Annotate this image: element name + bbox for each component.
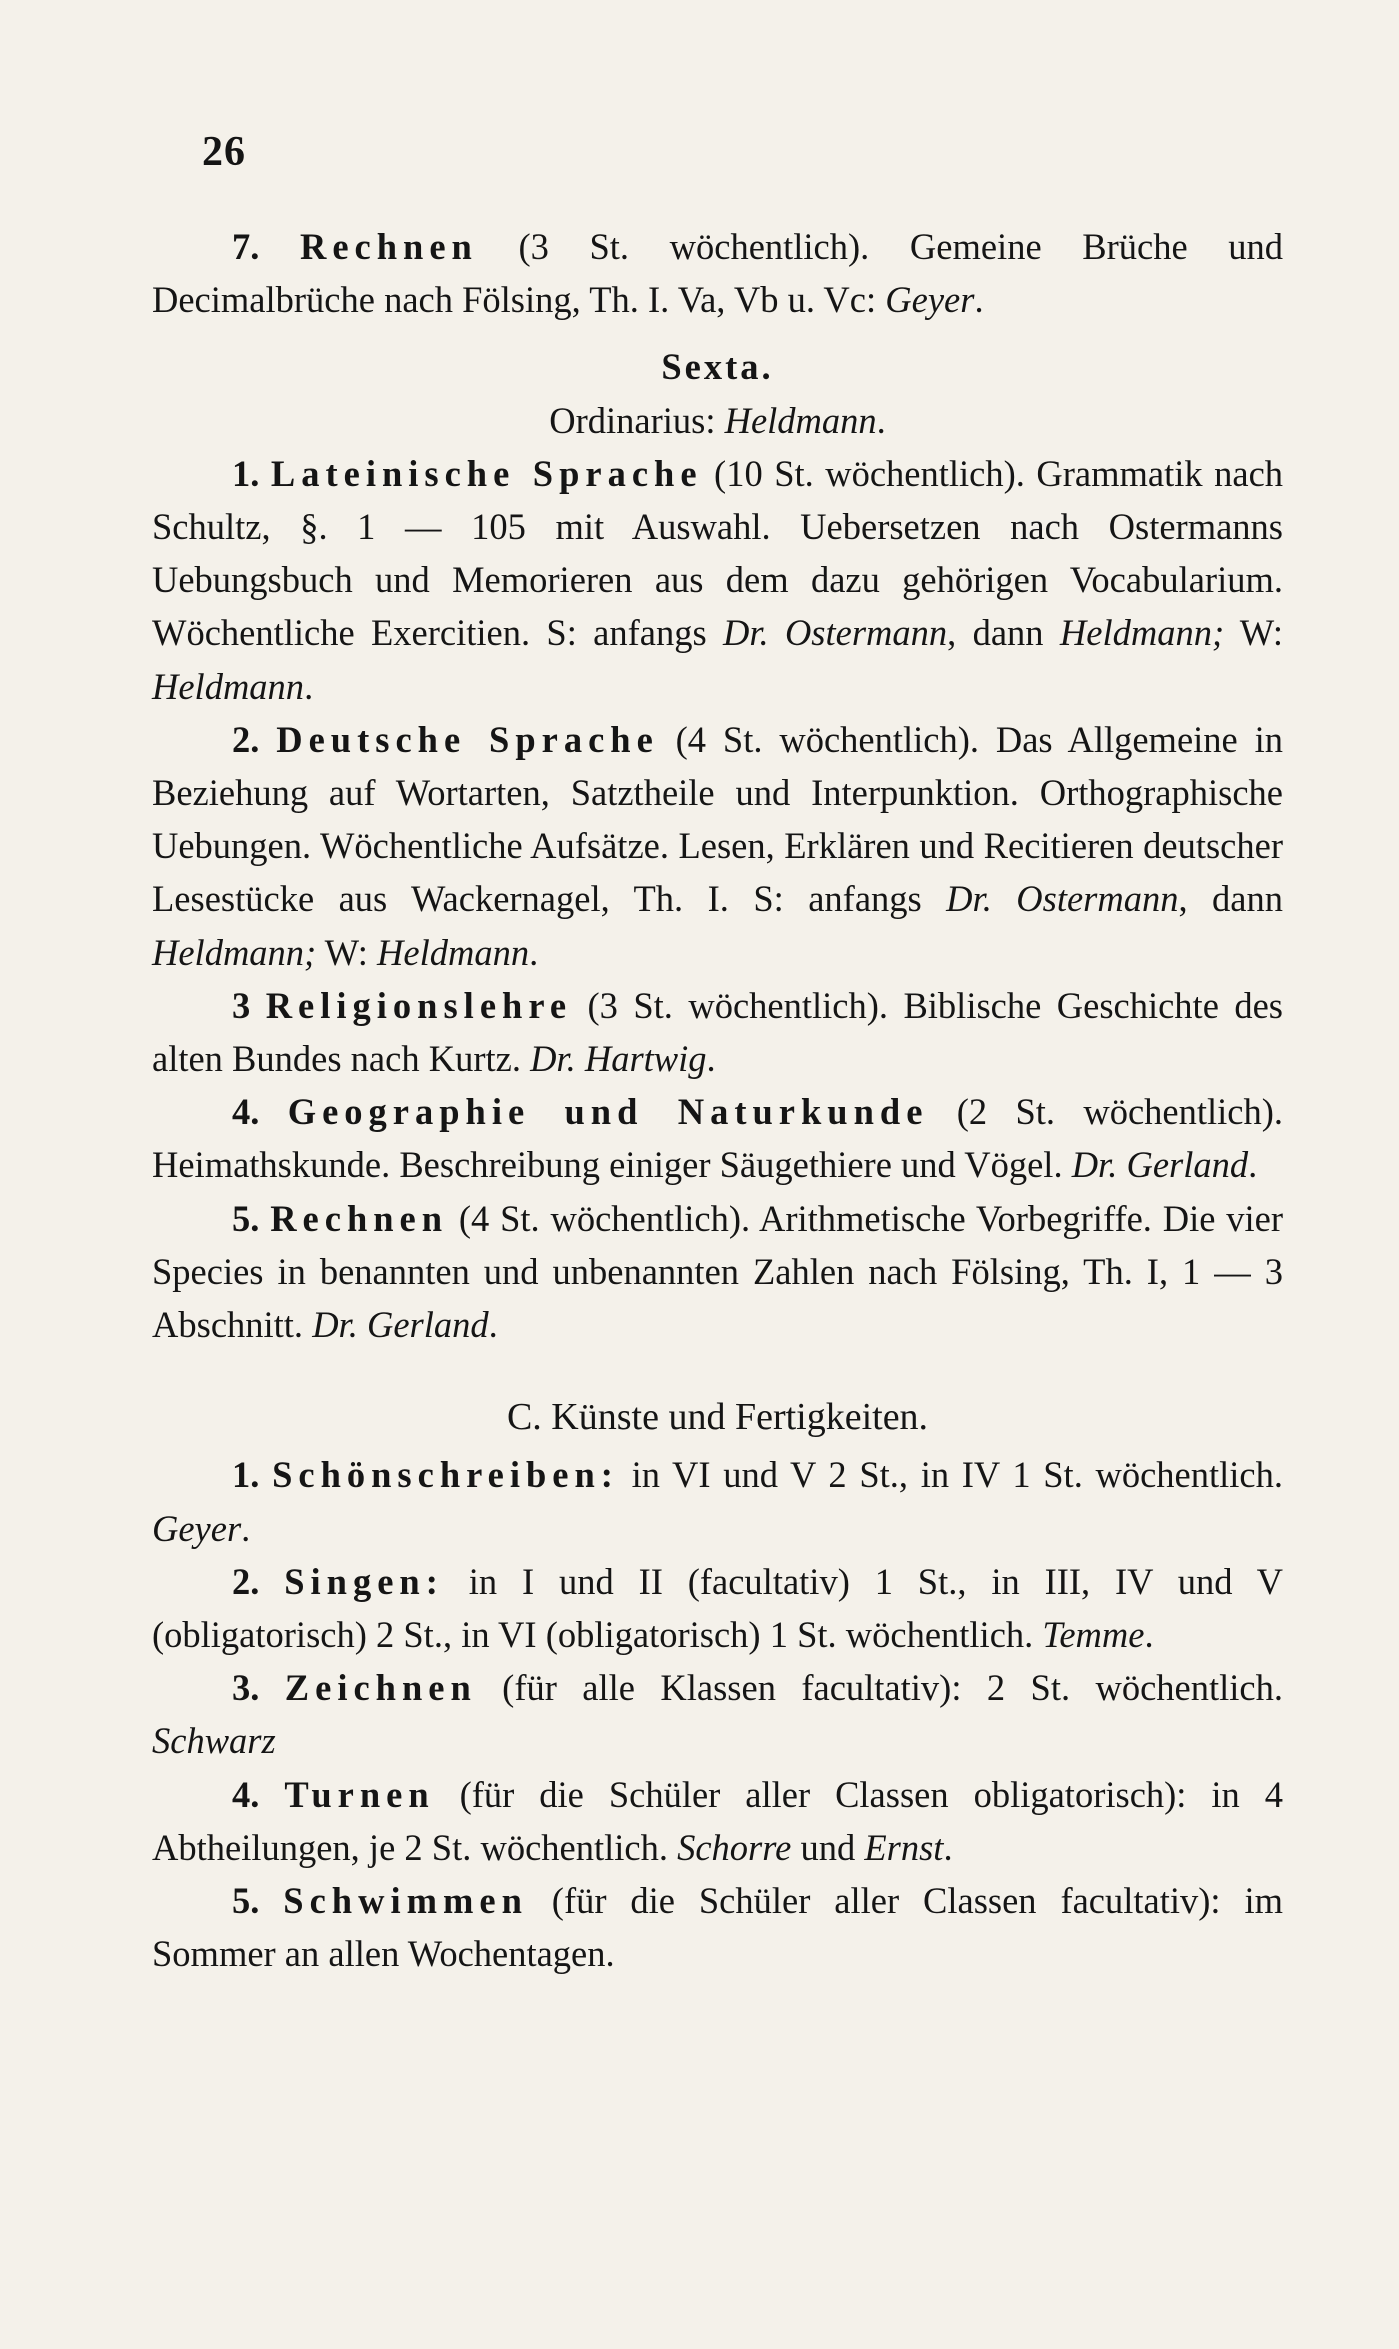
text-run: in VI und V 2 St., in IV 1 St. wöchentlich.	[618, 1454, 1284, 1496]
text-run: .	[529, 931, 539, 973]
text-run: (3 St. wöchentlich). Gemeine Brüche und Decimalbrüche nach Fölsing, Th. I. Va, Vb u. Vc:	[152, 226, 1283, 321]
text-run: 5.	[232, 1197, 271, 1239]
text-run: .	[1144, 1614, 1154, 1656]
text-run: .	[706, 1038, 716, 1080]
text-run: 1.	[232, 1454, 273, 1496]
text-run: (10 St. wöchentlich). Grammatik nach Schultz, §. 1 — 105 mit Auswahl. Uebersetzen nach Ostermanns Uebungsbuch und Memorieren aus dem dazu gehörigen Vocabularium. Wöchentliche Exercitien. S: anfangs	[152, 452, 1284, 654]
text-run: 3	[232, 984, 266, 1026]
text-run: .	[241, 1507, 251, 1549]
text-run: .	[488, 1304, 498, 1346]
text-run: W:	[1224, 612, 1284, 654]
text-run: .	[304, 665, 314, 707]
text-run: Rechnen	[299, 226, 478, 267]
text-run: Dr. Hartwig	[530, 1038, 707, 1080]
page-number: 26	[202, 129, 246, 175]
section-heading-c: C. Künste und Fertigkeiten.	[506, 1396, 929, 1439]
text-run: Geyer	[885, 279, 975, 321]
text-run: Dr. Ostermann	[946, 878, 1179, 920]
text-run: 4.	[232, 1773, 285, 1815]
paragraph-latein	[152, 447, 1283, 713]
text-run: Dr. Ostermann	[722, 612, 948, 654]
text-run: Schönschreiben:	[272, 1454, 619, 1496]
text-run: (3 St. wöchentlich). Biblische Geschichte des alten Bundes nach Kurtz.	[152, 984, 1283, 1080]
text-run: W:	[316, 931, 378, 973]
text-run: Geyer	[152, 1507, 242, 1549]
text-run: (für die Schüler aller Classen facultativ): im Sommer an allen Wochentagen.	[152, 1880, 1283, 1975]
ordinarius-end: .	[876, 399, 886, 441]
paragraph-geographie	[152, 1085, 1283, 1191]
text-run: Geographie und Naturkunde	[287, 1091, 929, 1133]
sexta-subjects	[152, 447, 1283, 1351]
text-run: (4 St. wöchentlich). Arithmetische Vorbegriffe. Die vier Species in benannten und unbenannten Zahlen nach Fölsing, Th. I, 1 — 3 Abschnitt.	[152, 1197, 1284, 1346]
text-run: Heldmann;	[152, 931, 317, 973]
class-heading-sexta: Sexta.	[661, 346, 774, 388]
text-run: 5.	[232, 1880, 284, 1922]
text-run: Heldmann	[377, 931, 530, 973]
text-run: , dann	[1178, 878, 1283, 920]
text-run: Heldmann;	[1059, 612, 1225, 654]
paragraph-religion	[152, 979, 1283, 1085]
text-run: Zeichnen	[284, 1667, 477, 1709]
text-run: Schwarz	[152, 1720, 276, 1762]
paragraph-schwimmen	[152, 1874, 1283, 1980]
text-run: 7.	[232, 226, 300, 267]
text-run: 4.	[232, 1091, 288, 1133]
text-run: 2.	[232, 718, 277, 760]
text-run: Singen:	[284, 1560, 444, 1602]
text-run: (für die Schüler aller Classen obligatorisch): in 4 Abtheilungen, je 2 St. wöchentlich.	[152, 1773, 1284, 1868]
text-run: .	[943, 1826, 953, 1868]
text-run: Dr. Gerland	[312, 1304, 489, 1346]
intro-paragraphs	[152, 220, 1283, 326]
ordinarius-line	[152, 394, 1283, 447]
text-run: Heldmann	[152, 665, 305, 707]
text-run: (für alle Klassen facultativ): 2 St. wöchentlich.	[476, 1667, 1283, 1709]
text-run: 1.	[232, 452, 271, 494]
ordinarius-label: Ordinarius:	[549, 399, 725, 441]
paragraph-rechnen-sexta	[152, 1192, 1283, 1352]
body-text	[152, 220, 1283, 1981]
text-run: Deutsche Sprache	[276, 718, 659, 760]
text-run: Rechnen	[270, 1197, 449, 1239]
text-run: Turnen	[284, 1773, 435, 1815]
text-run: Dr. Gerland	[1071, 1144, 1249, 1186]
text-run: in I und II (facultativ) 1 St., in III, IV und V (obligatorisch) 2 St., in VI (obligatorisch) 1 St. wöchentlich.	[152, 1560, 1284, 1656]
paragraph-schoenschreiben	[152, 1448, 1283, 1554]
paragraph-rechnen-quinta	[152, 220, 1283, 326]
arts-subjects	[152, 1448, 1283, 1980]
text-run: .	[1248, 1144, 1258, 1186]
text-run: 2.	[232, 1560, 285, 1602]
text-run: Schorre	[677, 1826, 792, 1868]
text-run: Religionslehre	[265, 984, 573, 1026]
text-run: , dann	[947, 612, 1060, 654]
text-run: .	[974, 279, 984, 321]
paragraph-singen	[152, 1555, 1283, 1661]
ordinarius-name: Heldmann	[724, 399, 877, 441]
text-run: Lateinische Sprache	[270, 452, 703, 494]
text-run: (4 St. wöchentlich). Das Allgemeine in Beziehung auf Wortarten, Satztheile und Interpunktion. Orthographische Uebungen. Wöchentliche Aufsätze. Lesen, Erklären und Recitieren deutscher Lesestücke aus Wackernagel, Th. I. S: anfangs	[152, 718, 1283, 920]
text-run: Ernst	[864, 1826, 944, 1868]
paragraph-turnen	[152, 1768, 1283, 1874]
paragraph-zeichnen	[152, 1661, 1283, 1767]
paragraph-deutsch	[152, 713, 1283, 979]
text-run: Temme	[1042, 1614, 1145, 1656]
text-run: (2 St. wöchentlich). Heimathskunde. Beschreibung einiger Säugethiere und Vögel.	[152, 1091, 1284, 1186]
text-run: 3.	[232, 1667, 285, 1709]
text-run: und	[791, 1826, 865, 1868]
text-run: Schwimmen	[283, 1880, 528, 1922]
